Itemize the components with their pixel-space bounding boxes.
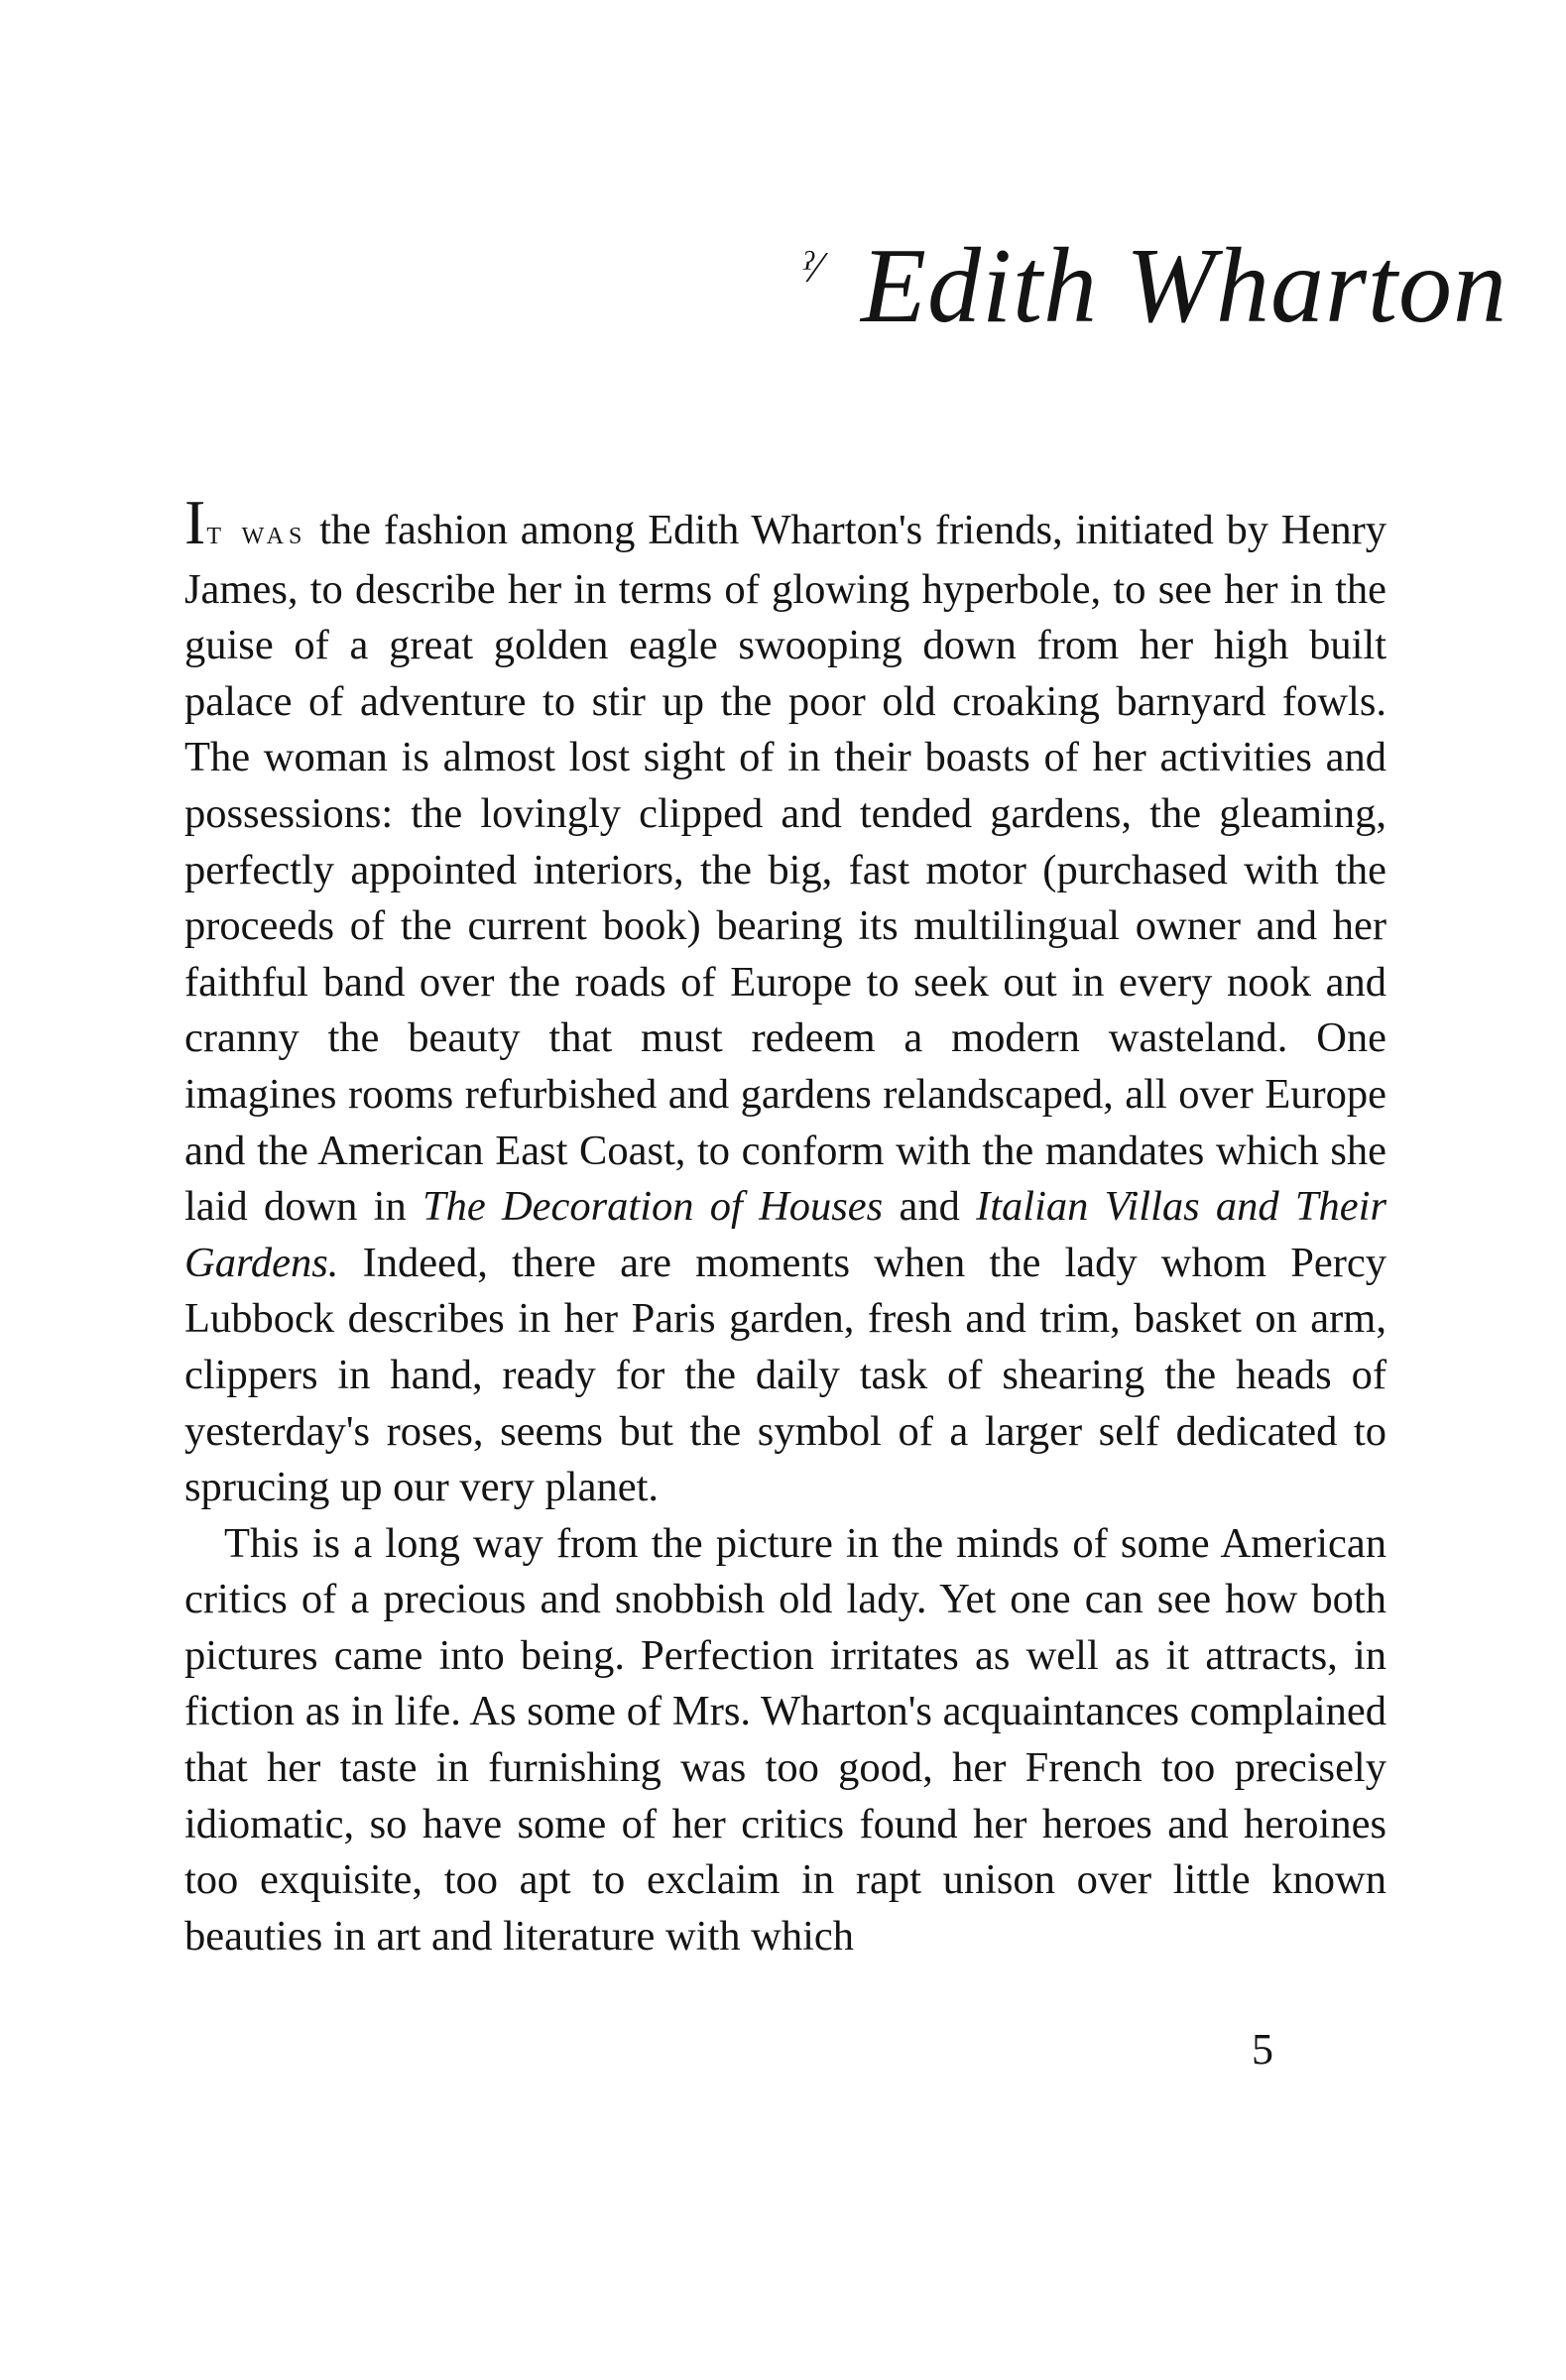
drop-cap: I: [184, 487, 207, 557]
paragraph-1-and: and: [883, 1183, 977, 1231]
margin-check-mark: ˀ⁄: [801, 243, 821, 292]
body-text: [184, 487, 1387, 1964]
paragraph-1: [184, 487, 1387, 1516]
page-number: 5: [1252, 2025, 1273, 2074]
opening-small-caps: t was: [206, 515, 307, 551]
book-title-italian-villas: Italian Villas and Their Gardens.: [184, 1183, 1386, 1286]
book-title-decoration-of-houses: The Decoration of Houses: [422, 1183, 884, 1231]
chapter-title: Edith Wharton: [861, 227, 1507, 345]
paragraph-1-lead: the fashion among Edith Wharton's friends, initiated by Henry James, to describe her in terms of glowing hyperbole, to see her in the guise of a great golden eagle swooping down from her high built palace of adventure to stir up the poor old croaking barnyard fowls. The woman is almost lost sight of in their boasts of her activities and possessions: the lovingly clipped and tended gardens, the gleaming, perfectly appointed interiors, the big, fast motor (purchased with the proceeds of the current book) bearing its multilingual owner and her faithful band over the roads of Europe to seek out in every nook and cranny the beauty that must redeem a modern wasteland. One imagines rooms refurbished and gardens relandscaped, all over Europe and the American East Coast, to conform with the mandates which she laid down in: [184, 507, 1387, 1231]
paragraph-2: This is a long way from the picture in the minds of some American critics of a precious and snobbish old lady. Yet one can see how both pictures came into being. Perfection irritates as well as it attracts, in fiction as in life. As some of Mrs. Wharton's acquaintances complained that her taste in furnishing was too good, her French too precisely idiomatic, so have some of her critics found her heroes and heroines too exquisite, too apt to exclaim in rapt unison over little known beauties in art and literature with which: [184, 1519, 1386, 1960]
paragraph-1-rest: Indeed, there are moments when the lady whom Percy Lubbock describes in her Paris garden, fresh and trim, basket on arm, clippers in hand, ready for the daily task of shearing the heads of yesterday's roses, seems but the symbol of a larger self dedicated to sprucing up our very planet.: [184, 1239, 1386, 1511]
